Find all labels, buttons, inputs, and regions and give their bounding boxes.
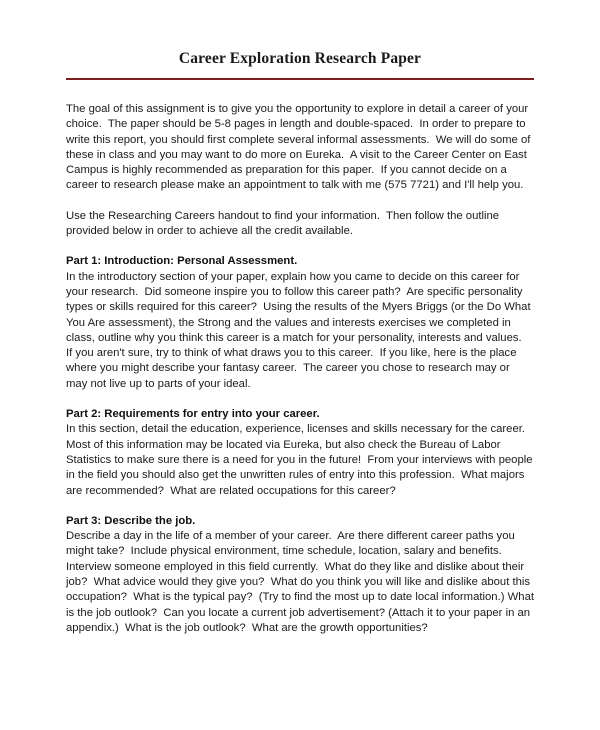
section-part-2 — [66, 407, 534, 499]
section-heading: Part 1: Introduction: Personal Assessment. — [66, 255, 298, 268]
title-divider — [66, 78, 534, 80]
page-title: Career Exploration Research Paper — [178, 50, 422, 67]
section-body: In the introductory section of your paper, explain how you came to decide on this career for your research. Did someone inspire you to follow this career path? Are specific personality types or skills required for this career? Using the results of the Myers Briggs (or the Do What You Are assessment), the Strong and the values and interests exercises we completed in class, outline why you think this career is a match for your personality, interests and values. If you aren't sure, try to think of what draws you to this career. If you like, here is the place where you might describe your fantasy career. The career you chose to research may or may not live up to parts of your ideal. — [66, 270, 534, 390]
instructions-paragraph: Use the Researching Careers handout to find your information. Then follow the outline provided below in order to achieve all the credit available. — [66, 209, 503, 238]
section-heading: Part 2: Requirements for entry into your career. — [66, 408, 320, 421]
intro-paragraph: The goal of this assignment is to give you the opportunity to explore in detail a career of your choice. The paper should be 5-8 pages in length and double-spaced. In order to prepare to write this report, you should first complete several informal assessments. We will do some of these in class and you may want to do more on Eureka. A visit to the Career Center on East Campus is highly recommended as preparation for this paper. If you cannot decide on a career to research please make an appointment to talk with me (575 7721) and I'll help you. — [66, 103, 534, 192]
section-heading: Part 3: Describe the job. — [66, 514, 196, 527]
section-part-1 — [66, 254, 534, 392]
section-body: Describe a day in the life of a member of your career. Are there different career paths you might take? Include physical environment, time schedule, location, salary and benefits. Interview someone employed in this field currently. What do they like and dislike about their job? What advice would they give you? What do you think you will like and dislike about this occupation? What is the typical pay? (Try to find the most up to date local information.) What is the job outlook? Can you locate a current job advertisement? (Attach it to your paper in an appendix.) What is the job outlook? What are the growth opportunities? — [66, 530, 538, 634]
section-part-3 — [66, 514, 538, 636]
section-body: In this section, detail the education, experience, licenses and skills necessary for the career. Most of this information may be located via Eureka, but also check the Bureau of Labor Statistics to make sure there is a need for you in the future! From your interviews with people in the field you should also get the unwritten rules of entry into this profession. What majors are recommended? What are related occupations for this career? — [66, 423, 536, 497]
document-body — [66, 102, 538, 636]
